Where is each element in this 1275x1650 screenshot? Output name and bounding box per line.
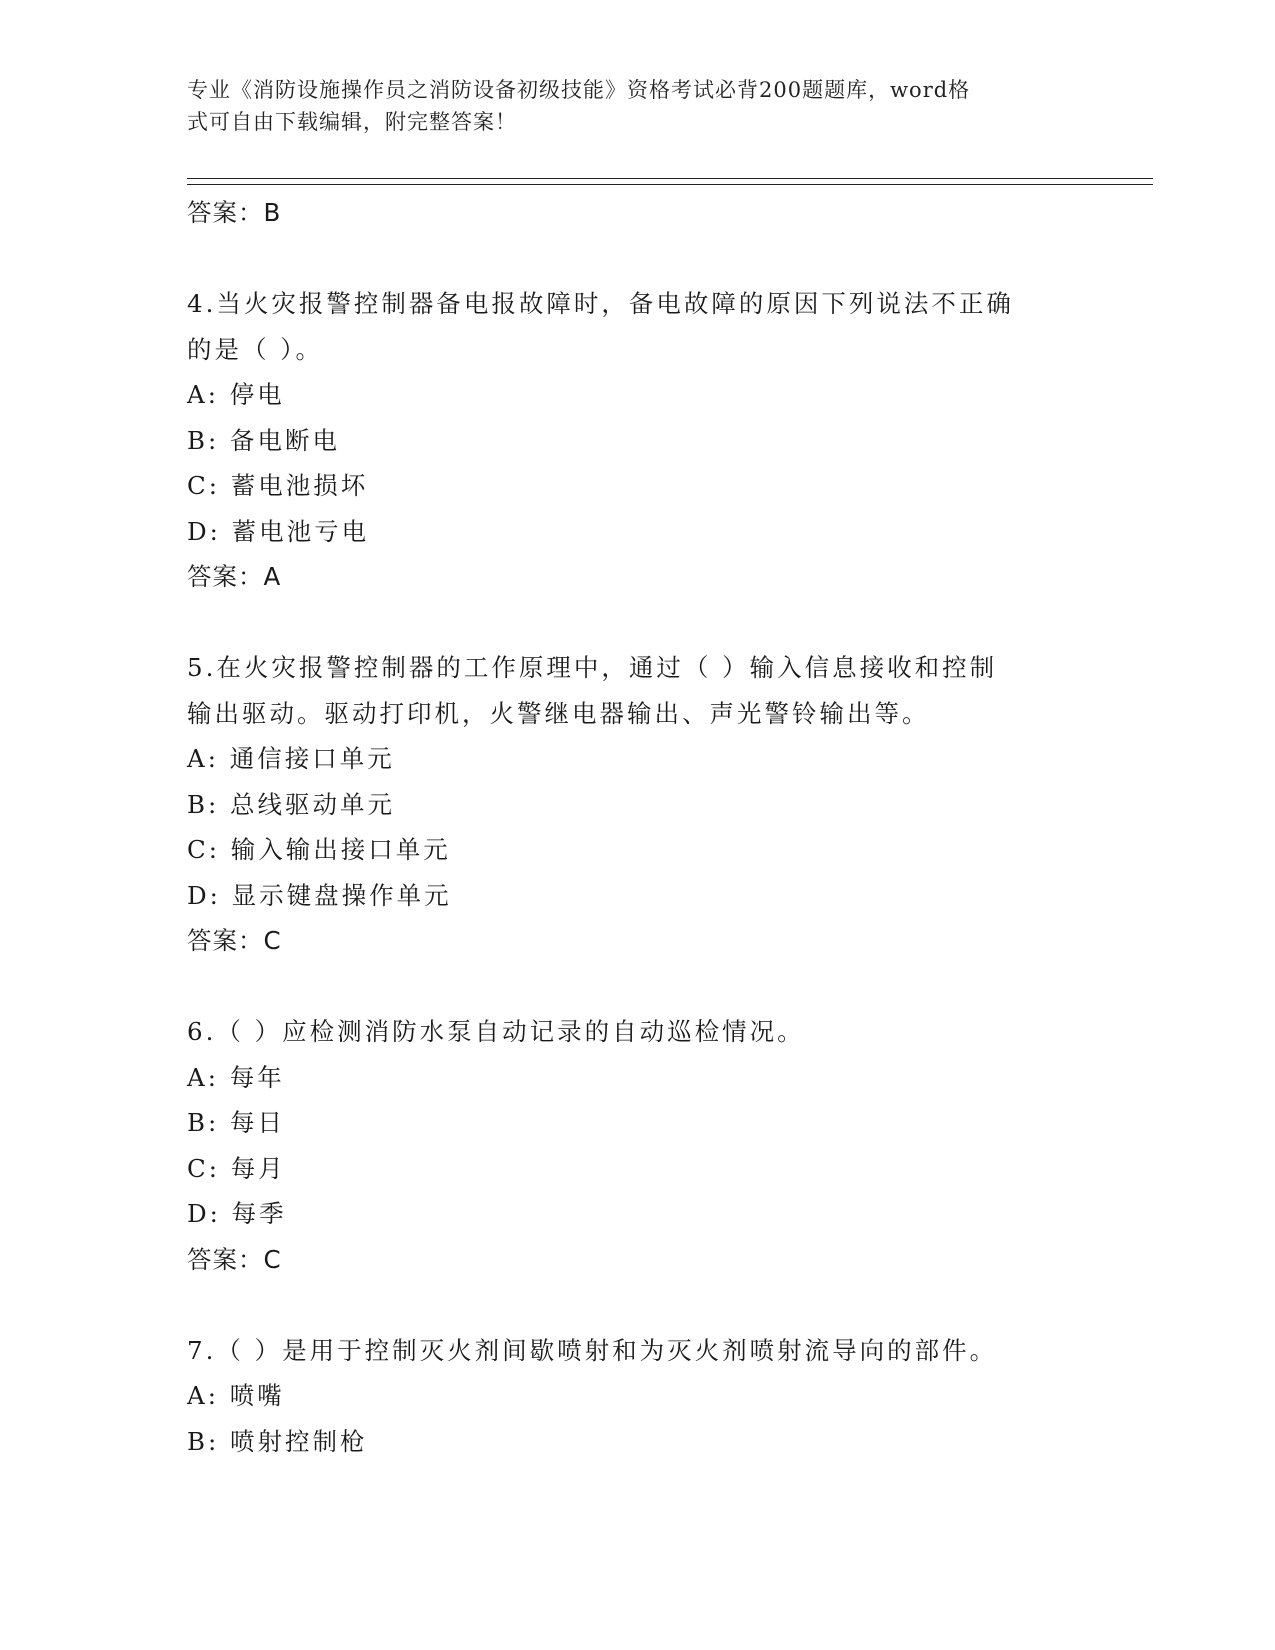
spacer [187, 236, 1077, 282]
question-4 [187, 281, 1077, 600]
answer-line: 答案：C [187, 926, 282, 955]
spacer [187, 964, 1077, 1010]
question-list [187, 190, 1077, 1464]
question-stem: 输出驱动。驱动打印机，火警继电器输出、声光警铃输出等。 [187, 698, 930, 728]
option-d: D: 显示键盘操作单元 [187, 880, 452, 910]
option-d: D: 蓄电池亏电 [187, 516, 370, 546]
answer-line: 答案：B [187, 198, 282, 227]
option-c: C: 输入输出接口单元 [187, 835, 451, 864]
header-divider [187, 178, 1153, 185]
spacer [187, 600, 1077, 646]
spacer [187, 1282, 1077, 1328]
option-a: A: 通信接口单元 [187, 744, 395, 773]
answer-line: 答案：A [187, 562, 282, 591]
option-b: B: 每日 [187, 1108, 286, 1137]
question-stem: 5.在火灾报警控制器的工作原理中，通过（ ）输入信息接收和控制 [187, 653, 998, 682]
option-b: B: 喷射控制枪 [187, 1426, 368, 1456]
option-b: B: 备电断电 [187, 425, 341, 455]
answer-line: 答案：C [187, 1244, 282, 1274]
option-a: A: 喷嘴 [187, 1381, 285, 1410]
header-line-1: 专业《消防设施操作员之消防设备初级技能》资格考试必背200题题库，word格 [187, 78, 971, 102]
question-7 [187, 1328, 1077, 1465]
document-header [187, 74, 1077, 138]
question-6 [187, 1009, 1077, 1282]
question-stem: 的是（ ）。 [187, 334, 324, 364]
option-c: C: 蓄电池损坏 [187, 471, 369, 500]
option-a: A: 停电 [187, 380, 285, 409]
header-line-2: 式可自由下载编辑，附完整答案！ [187, 110, 517, 134]
option-c: C: 每月 [187, 1153, 286, 1183]
question-stem: 6.（ ）应检测消防水泵自动记录的自动巡检情况。 [187, 1017, 805, 1046]
option-b: B: 总线驱动单元 [187, 789, 396, 819]
question-stem: 7.（ ）是用于控制灭火剂间歇喷射和为灭火剂喷射流导向的部件。 [187, 1335, 998, 1365]
option-d: D: 每季 [187, 1199, 287, 1228]
option-a: A: 每年 [187, 1062, 285, 1092]
question-stem: 4.当火灾报警控制器备电报故障时，备电故障的原因下列说法不正确 [187, 289, 1014, 318]
question-5 [187, 645, 1077, 964]
